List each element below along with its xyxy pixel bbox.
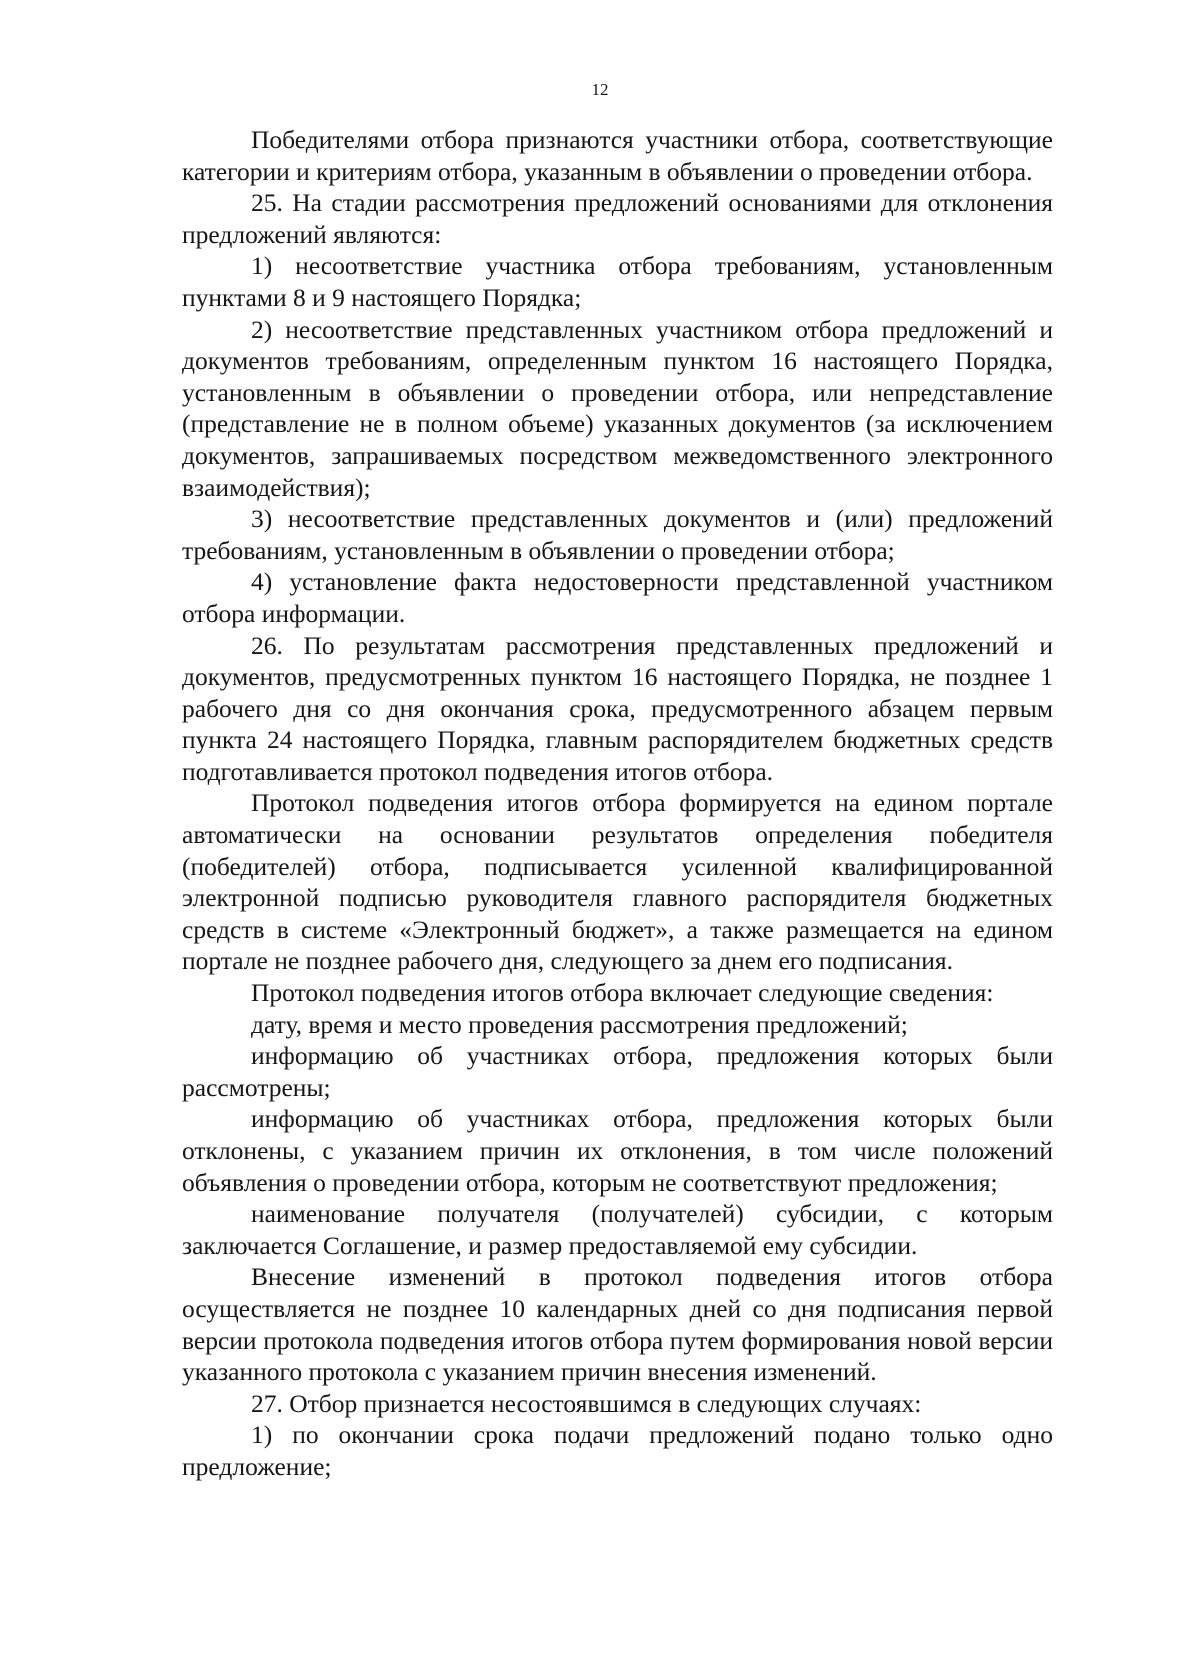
paragraph-item-27: 27. Отбор признается несостоявшимся в следующих случаях: bbox=[251, 1388, 922, 1418]
paragraph-protocol-formation: Протокол подведения итогов отбора формируется на едином портале автоматически на основании результатов определения победителя (победителей) отбора, подписывается усиленной квалифицированной электронной подписью руководителя главного распорядителя бюджетных средств в системе «Электронный бюджет», а также размещается на едином портале не позднее рабочего дня, следующего за днем его подписания. bbox=[182, 788, 1053, 976]
paragraph-protocol-rejected: информацию об участниках отбора, предложения которых были отклонены, с указанием причин их отклонения, в том числе положений объявления о проведении отбора, которым не соответствуют предложения; bbox=[182, 1104, 1053, 1197]
paragraph-item-25: 25. На стадии рассмотрения предложений основаниями для отклонения предложений являются: bbox=[182, 188, 1053, 249]
paragraph-item-25-2: 2) несоответствие представленных участником отбора предложений и документов требованиям, определенным пунктом 16 настоящего Порядка, установленным в объявлении о проведении отбора, или непредставление (представление не в полном объеме) указанных документов (за исключением документов, запрашиваемых посредством межведомственного электронного взаимодействия); bbox=[182, 314, 1053, 502]
paragraph-protocol-contents: Протокол подведения итогов отбора включает следующие сведения: bbox=[251, 978, 994, 1008]
paragraph-protocol-recipient: наименование получателя (получателей) субсидии, с которым заключается Соглашение, и размер предоставляемой ему субсидии. bbox=[182, 1199, 1053, 1260]
page-number: 12 bbox=[591, 80, 609, 99]
paragraph-item-26: 26. По результатам рассмотрения представленных предложений и документов, предусмотренных пунктом 16 настоящего Порядка, не позднее 1 рабочего дня со дня окончания срока, предусмотренного абзацем первым пункта 24 настоящего Порядка, главным распорядителем бюджетных средств подготавливается протокол подведения итогов отбора. bbox=[182, 630, 1053, 786]
paragraph-item-25-4: 4) установление факта недостоверности представленной участником отбора информации. bbox=[182, 567, 1053, 628]
paragraph-item-25-1: 1) несоответствие участника отбора требованиям, установленным пунктами 8 и 9 настоящего Порядка; bbox=[182, 251, 1053, 312]
paragraph-winners: Победителями отбора признаются участники отбора, соответствующие категории и критериям отбора, указанным в объявлении о проведении отбора. bbox=[182, 125, 1053, 186]
paragraph-protocol-date: дату, время и место проведения рассмотрения предложений; bbox=[251, 1009, 908, 1039]
paragraph-protocol-changes: Внесение изменений в протокол подведения итогов отбора осуществляется не позднее 10 календарных дней со дня подписания первой версии протокола подведения итогов отбора путем формирования новой версии указанного протокола с указанием причин внесения изменений. bbox=[182, 1262, 1053, 1387]
document-body bbox=[182, 124, 1053, 1483]
paragraph-item-27-1: 1) по окончании срока подачи предложений подано только одно предложение; bbox=[182, 1420, 1053, 1481]
paragraph-item-25-3: 3) несоответствие представленных документов и (или) предложений требованиям, установленным в объявлении о проведении отбора; bbox=[182, 504, 1053, 565]
paragraph-protocol-reviewed: информацию об участниках отбора, предложения которых были рассмотрены; bbox=[182, 1041, 1053, 1102]
